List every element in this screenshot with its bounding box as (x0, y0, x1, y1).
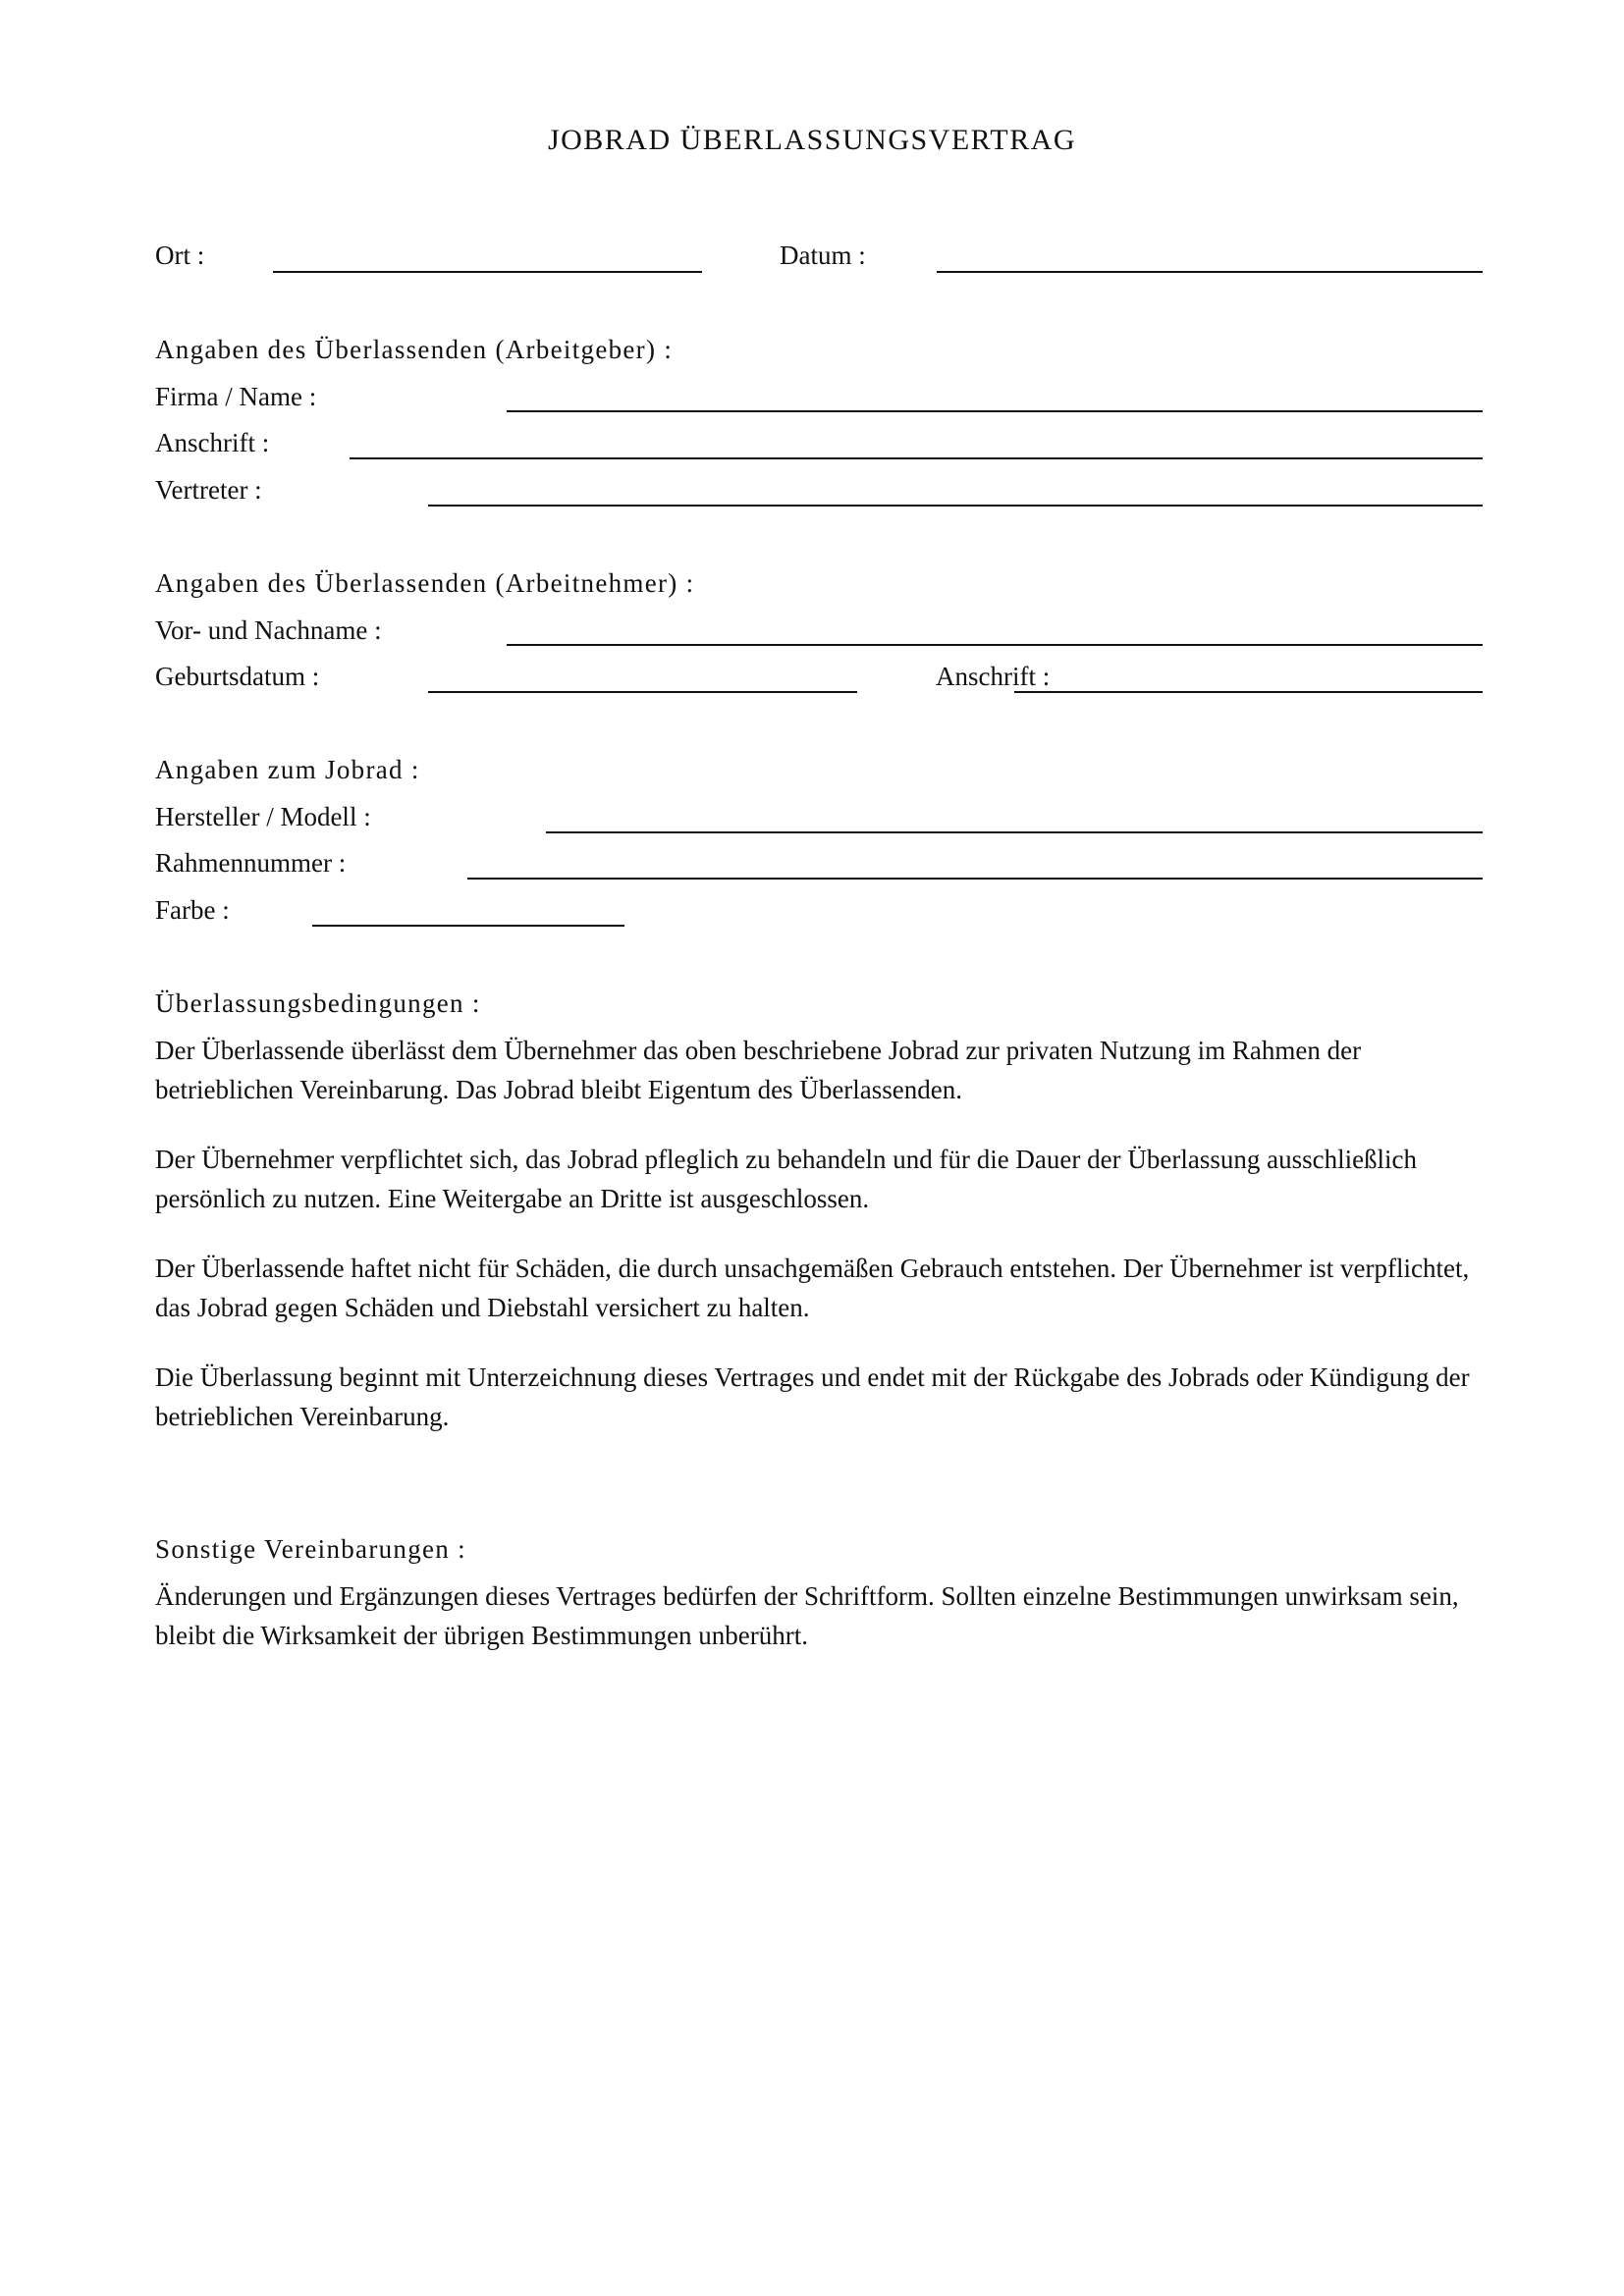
vertreter-label: Vertreter : (155, 475, 262, 505)
hersteller-label: Hersteller / Modell : (155, 802, 371, 831)
arbeitgeber-anschrift-field[interactable] (350, 457, 1483, 459)
bedingungen-paragraph-2: Der Übernehmer verpflichtet sich, das Jobrad pfleglich zu behandeln und für die Dauer der Überlassung ausschließlich persönlich zu nutzen. Eine Weitergabe an Dritte ist ausgeschlossen. (155, 1145, 1418, 1213)
bedingungen-paragraph-4: Die Überlassung beginnt mit Unterzeichnung dieses Vertrages und endet mit der Rückgabe des Jobrads oder Kündigung der betrieblichen Vereinbarung. (155, 1362, 1470, 1431)
firma-field[interactable] (507, 410, 1483, 412)
farbe-field[interactable] (312, 925, 624, 927)
arbeitgeber-anschrift-label: Anschrift : (155, 428, 270, 457)
vertreter-field[interactable] (428, 505, 1483, 507)
datum-field[interactable] (937, 271, 1483, 273)
bedingungen-paragraph-1: Der Überlassende überlässt dem Übernehmer das oben beschriebene Jobrad zur privaten Nutzung im Rahmen der betrieblichen Vereinbarung. Das Jobrad bleibt Eigentum des Überlassenden. (155, 1036, 1362, 1104)
arbeitgeber-heading: Angaben des Überlassenden (Arbeitgeber) : (155, 335, 674, 364)
ort-field[interactable] (273, 271, 702, 273)
name-field[interactable] (507, 644, 1483, 646)
geburtsdatum-field[interactable] (428, 691, 857, 693)
farbe-label: Farbe : (155, 895, 230, 925)
arbeitnehmer-anschrift-field[interactable] (1014, 691, 1483, 693)
rahmennummer-label: Rahmennummer : (155, 848, 347, 878)
rahmennummer-field[interactable] (467, 878, 1483, 880)
document-title: JOBRAD ÜBERLASSUNGSVERTRAG (547, 124, 1077, 156)
sonstige-paragraph: Änderungen und Ergänzungen dieses Vertrages bedürfen der Schriftform. Sollten einzelne Bestimmungen unwirksam sein, bleibt die Wirksamkeit der übrigen Bestimmungen unberührt. (155, 1581, 1459, 1650)
sonstige-heading: Sonstige Vereinbarungen : (155, 1534, 466, 1564)
bedingungen-paragraph-3: Der Überlassende haftet nicht für Schäden, die durch unsachgemäßen Gebrauch entstehen. Der Übernehmer ist verpflichtet, das Jobrad gegen Schäden und Diebstahl versichert zu halten. (155, 1254, 1470, 1322)
bedingungen-heading: Überlassungsbedingungen : (155, 988, 481, 1018)
hersteller-field[interactable] (546, 831, 1483, 833)
jobrad-heading: Angaben zum Jobrad : (155, 755, 420, 784)
arbeitnehmer-heading: Angaben des Überlassenden (Arbeitnehmer) : (155, 568, 695, 598)
ort-label: Ort : (155, 240, 205, 270)
name-label: Vor- und Nachname : (155, 615, 382, 645)
geburtsdatum-label: Geburtsdatum : (155, 662, 320, 691)
datum-label: Datum : (780, 240, 866, 270)
firma-label: Firma / Name : (155, 382, 317, 411)
arbeitnehmer-anschrift-label: Anschrift : (936, 662, 1051, 691)
